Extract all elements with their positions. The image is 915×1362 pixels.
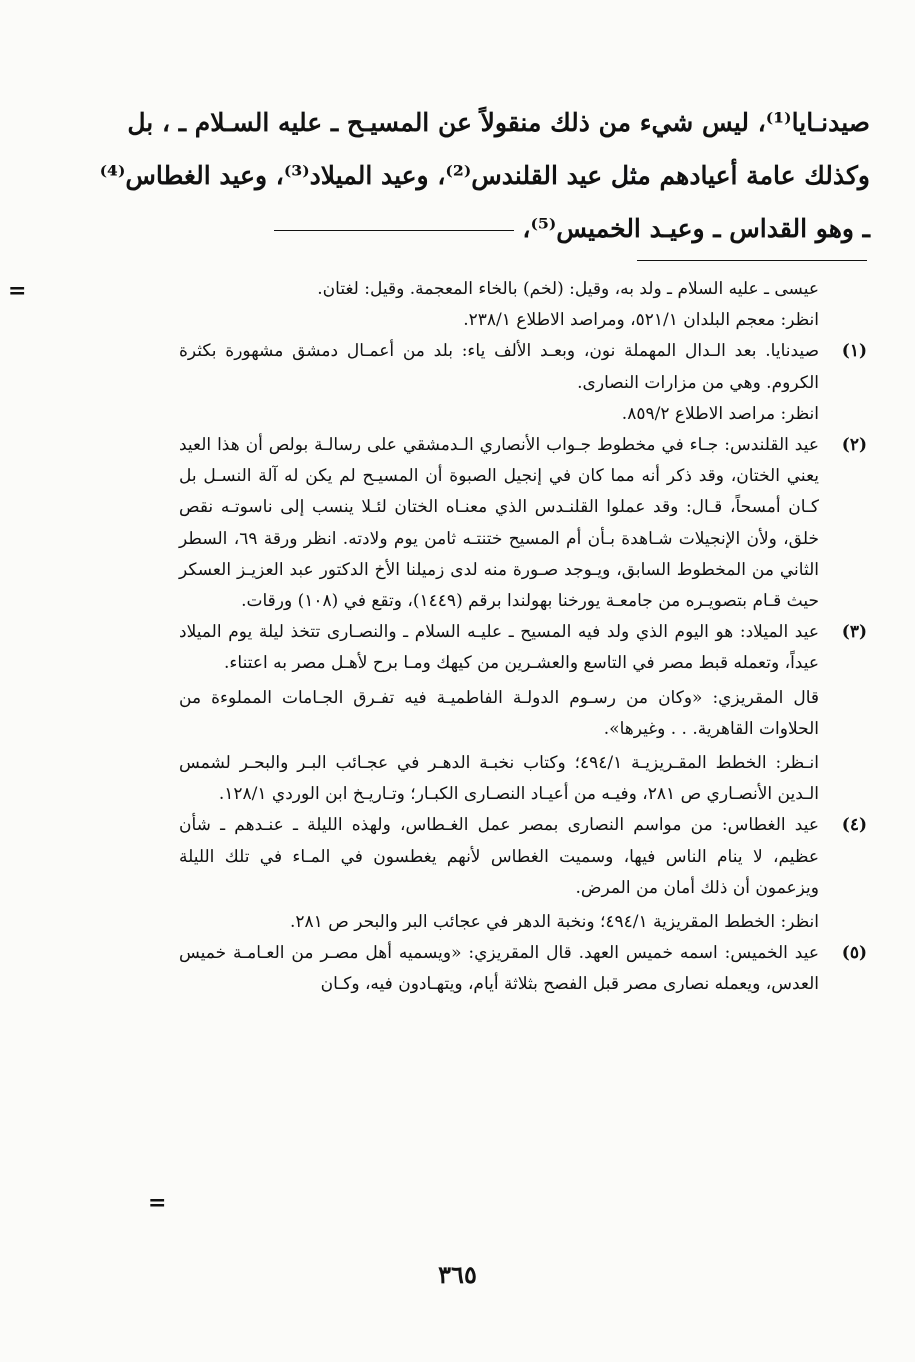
footnote-4-ref: انظر: الخطط المقريزية ٤٩٤/١؛ ونخبة الدهر في عجائب البر والبحر ص ٢٨١. — [290, 912, 819, 933]
footnote-3-text: عيد الميلاد: هو اليوم الذي ولد فيه المسيح ـ عليـه السلام ـ والنصـارى تتخذ ليلة يوم الميلاد عيداً، وتعمله قبط مصر في التاسع والعشـرين من كيهك ومـا برح لأهـل مصر به اعتناء. — [179, 622, 819, 674]
footnote-3-ref: انـظر: الخطط المقـريزيـة ٤٩٤/١؛ وكتاب نخبـة الدهـر في عجـائب البـر والبحـر لشمس الـدين الأنصـاري ص ٢٨١، وفيـه من أعيـاد النصـارى الكبـار؛ وتـاريـخ ابن الوردي ١٢٨/١. — [179, 753, 819, 805]
page-number: ٣٦٥ — [438, 1260, 477, 1289]
continuation-mark-bottom: = — [148, 1190, 167, 1216]
main-line-3 — [180, 202, 870, 255]
footnote-1-text: صيدنايا. بعد الـدال المهملة نون، وبعـد الألف ياء: بلد من أعمـال دمشق مشهورة بكثرة الكروم. وهي من مزارات النصارى. — [179, 341, 819, 393]
footnote-2 — [179, 430, 867, 617]
continuation-mark-top: = — [8, 278, 27, 304]
footnote-1 — [179, 336, 867, 430]
footnote-5-text: عيد الخميس: اسمه خميس العهد. قال المقريزي: «ويسميه أهل مصـر من العـامـة خميس العدس، ويعمله نصارى مصر قبل الفصح بثلاثة أيام، ويتهـادون فيه، وكـان — [179, 943, 819, 995]
footnote-number: (٤) — [841, 815, 867, 836]
footnote-number: (٢) — [841, 435, 867, 456]
trailing-rule — [274, 230, 514, 231]
footnote-number: (١) — [841, 341, 867, 362]
main-line-1: صيدنـايا⁽¹⁾، ليس شيء من ذلك منقولاً عن المسيـح ـ عليه السـلام ـ ، بل — [127, 108, 870, 137]
footnote-continuation-text: عيسى ـ عليه السلام ـ ولد به، وقيل: (لخم) بالخاء المعجمة. وقيل: لغتان. — [317, 279, 819, 299]
footnote-number: (٥) — [841, 943, 867, 964]
footnote-number: (٣) — [841, 622, 867, 643]
footnote-3 — [179, 617, 867, 810]
footnote-4 — [179, 810, 867, 938]
footnotes — [179, 274, 867, 1001]
footnote-continuation — [179, 274, 867, 336]
footnote-5 — [179, 938, 867, 1000]
footnote-continuation-ref: انظر: معجم البلدان ٥٢١/١، ومراصد الاطلاع ٢٣٨/١. — [463, 310, 819, 331]
footnote-2-text: عيد القلندس: جـاء في مخطوط جـواب الأنصاري الـدمشقي على رسالـة بولص أن هذا العيد يعني الختان، وقد ذكر أنه مما كان في إنجيل الصبوة أن المسيـح لم يكن له آلة النسـل بل كـان أمسحاً، قـال: وقد عملوا القلنـدس الذي معنـاه الختان لئـلا ينسب إلى ناسوتـه نقص خلق، ولأن الإنجيلات شـاهدة بـأن أم المسيح ختنتـه ثامن يوم ولادته. انظر ورقة ٦٩، السطر الثاني من المخطوط السابق، ويـوجد صـورة منه لدى زميلنا الأخ الدكتور عبد العزيـز العسكر حيث قـام بتصويـره من جامعـة يورخنا بهولندا برقم (١٤٤٩)، وتقع في (١٠٨) ورقات. — [179, 435, 819, 612]
footnote-divider — [637, 260, 867, 261]
main-line-3-text: ـ وهو القداس ـ وعيـد الخميس⁽⁵⁾، — [522, 214, 870, 243]
main-line-2: وكذلك عامة أعيادهم مثل عيد القلندس⁽²⁾، وعيد الميلاد⁽³⁾، وعيد الغطاس⁽⁴⁾ — [99, 161, 870, 190]
footnote-1-ref: انظر: مراصد الاطلاع ٨٥٩/٢. — [621, 403, 819, 424]
footnote-4-text: عيد الغطاس: من مواسم النصارى بمصر عمل الغـطاس، ولهذه الليلة ـ عنـدهم ـ شأن عظيم، لا ينام الناس فيها، وسميت الغطاس لأنهم يغطسون في المـاء في تلك الليلة ويزعمون أن ذلك أمان من المرض. — [179, 815, 819, 898]
main-text — [99, 96, 870, 255]
footnote-3-quote: قال المقريزي: «وكان من رسـوم الدولـة الفاطميـة فيه تفـرق الجـامات المملوءة من الحلاوات القاهرية. . . وغيرها». — [179, 687, 819, 739]
